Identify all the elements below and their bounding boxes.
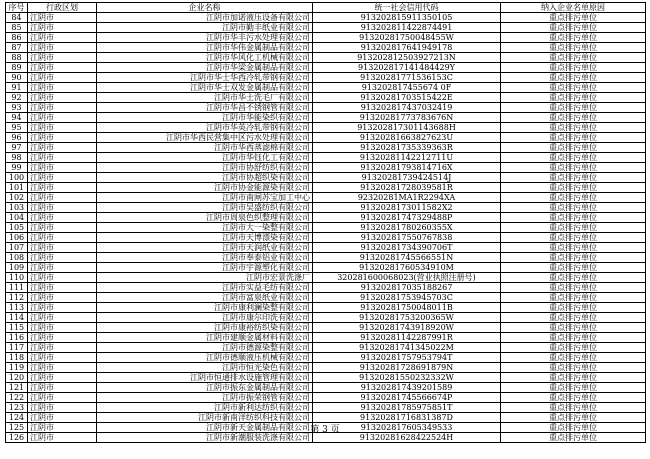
row-region: 江阴市 [28,83,97,93]
row-company-name: 江阴市华伟金属制品有限公司 [97,43,313,53]
row-company-name: 江阴市周泉色织整理有限公司 [97,213,313,223]
row-company-name: 江阴市新南洋纺织科技有限公司 [97,413,313,423]
table-row [6,413,646,423]
row-credit-code: 913202811422874491 [313,23,501,33]
row-credit-code: 91320281750048011B [313,303,501,313]
row-company-name: 江阴市大一染整有限公司 [97,223,313,233]
row-region: 江阴市 [28,133,97,143]
row-region: 江阴市 [28,363,97,373]
row-region: 江阴市 [28,143,97,153]
table-row [6,213,646,223]
row-credit-code: 92320281MA1R2294XA [313,193,501,203]
row-seq: 123 [6,403,28,413]
row-company-name: 江阴市加诺液压设备有限公司 [97,13,313,23]
table-row [6,13,646,23]
row-seq: 95 [6,123,28,133]
row-company-name: 江阴市华钰化工有限公司 [97,153,313,163]
row-region: 江阴市 [28,53,97,63]
row-region: 江阴市 [28,103,97,113]
table-row [6,343,646,353]
row-credit-code: 91320281716831387D [313,413,501,423]
row-reason: 重点排污单位 [501,233,646,243]
table-row [6,83,646,93]
row-seq: 119 [6,363,28,373]
row-reason: 重点排污单位 [501,243,646,253]
row-seq: 120 [6,373,28,383]
table-body [6,13,646,443]
row-region: 江阴市 [28,393,97,403]
row-region: 江阴市 [28,213,97,223]
row-seq: 90 [6,73,28,83]
row-region: 江阴市 [28,433,97,443]
row-reason: 重点排污单位 [501,333,646,343]
row-company-name: 江阴市德顺液压机械有限公司 [97,353,313,363]
row-company-name: 江阴市宇源塑化有限公司 [97,263,313,273]
row-region: 江阴市 [28,243,97,253]
row-credit-code: 913202817473294​88P [313,213,501,223]
row-region: 江阴市 [28,113,97,123]
row-seq: 87 [6,43,28,53]
table-row [6,283,646,293]
row-credit-code: 91320281734390706T [313,243,501,253]
table-row [6,313,646,323]
row-credit-code: 91320281735339363R [313,143,501,153]
row-credit-code: 91320281773783676N [313,113,501,123]
row-reason: 重点排污单位 [501,193,646,203]
row-credit-code: 913202817280395​81R [313,183,501,193]
row-company-name: 江阴市勤丰纸业有限公司 [97,23,313,33]
row-seq: 114 [6,313,28,323]
row-region: 江阴市 [28,123,97,133]
row-company-name: 江阴市恒通排水设施管理有限公司 [97,373,313,383]
table-row [6,43,646,53]
row-credit-code: 91320281757953794T [313,353,501,363]
row-region: 江阴市 [28,263,97,273]
row-seq: 91 [6,83,28,93]
table-row [6,53,646,63]
table-row [6,253,646,263]
row-reason: 重点排污单位 [501,273,646,283]
row-reason: 重点排污单位 [501,413,646,423]
row-reason: 重点排污单位 [501,33,646,43]
row-company-name: 江阴市新天金属制品有限公司 [97,423,313,433]
row-credit-code: 91320281793814716X [313,163,501,173]
row-company-name: 江阴市振东金属制品有限公司 [97,383,313,393]
row-company-name: 江阴市协超织染有限公司 [97,173,313,183]
row-company-name: 江阴市新利达纺织有限公司 [97,403,313,413]
row-reason: 重点排污单位 [501,73,646,83]
row-seq: 103 [6,203,28,213]
row-reason: 重点排污单位 [501,383,646,393]
row-credit-code: 91320281753945703C [313,293,501,303]
row-credit-code: 913202817439189​20W [313,323,501,333]
row-reason: 重点排污单位 [501,183,646,193]
row-reason: 重点排污单位 [501,143,646,153]
table-row [6,363,646,373]
row-seq: 104 [6,213,28,223]
row-credit-code: 91320281745566551N [313,253,501,263]
table-row [6,223,646,233]
row-company-name: 江阴市建顺金属材料有限公司 [97,333,313,343]
row-company-name: 江阴市华昌不锈钢管有限公司 [97,103,313,113]
row-region: 江阴市 [28,403,97,413]
row-reason: 重点排污单位 [501,403,646,413]
table-row [6,63,646,73]
row-seq: 101 [6,183,28,193]
row-credit-code: 91320281142212711U [313,153,501,163]
table-row [6,323,646,333]
row-credit-code: 91320281785975851T [313,403,501,413]
row-reason: 重点排污单位 [501,423,646,433]
row-company-name: 江阴市华丰污水处理有限公司 [97,33,313,43]
row-seq: 116 [6,333,28,343]
row-region: 江阴市 [28,203,97,213]
row-seq: 115 [6,323,28,333]
row-credit-code: 91320281780260355X [313,223,501,233]
row-company-name: 江阴市吴盛纺织有限公司 [97,203,313,213]
row-company-name: 江阴市华西民营集中区污水处理有限公司 [97,133,313,143]
row-region: 江阴市 [28,153,97,163]
row-region: 江阴市 [28,13,97,23]
table-row [6,113,646,123]
row-credit-code: 913202817455674 0F [313,83,501,93]
row-reason: 重点排污单位 [501,163,646,173]
row-seq: 93 [6,103,28,113]
row-region: 江阴市 [28,63,97,73]
row-seq: 89 [6,63,28,73]
header-region: 行政区划 [28,3,97,13]
row-credit-code: 913202811422879​91R [313,333,501,343]
row-reason: 重点排污单位 [501,303,646,313]
table-row [6,173,646,183]
row-credit-code: 91320281550232332W [313,373,501,383]
row-seq: 121 [6,383,28,393]
row-reason: 重点排污单位 [501,23,646,33]
table-row [6,373,646,383]
row-region: 江阴市 [28,283,97,293]
row-reason: 重点排污单位 [501,173,646,183]
row-company-name: 江阴市华梁金属制品有限公司 [97,63,313,73]
row-reason: 重点排污单位 [501,153,646,163]
row-credit-code: 913202817141484429Y [313,63,501,73]
row-seq: 124 [6,413,28,423]
row-reason: 重点排污单位 [501,213,646,223]
row-company-name: 江阴市华能染织有限公司 [97,113,313,123]
row-reason: 重点排污单位 [501,203,646,213]
row-seq: 110 [6,273,28,283]
row-seq: 112 [6,293,28,303]
row-company-name: 江阴市振荣钢管有限公司 [97,393,313,403]
table-row [6,333,646,343]
row-region: 江阴市 [28,343,97,353]
row-seq: 100 [6,173,28,183]
row-reason: 重点排污单位 [501,13,646,23]
row-region: 江阴市 [28,333,97,343]
row-seq: 109 [6,263,28,273]
header-row [6,3,646,13]
table-row [6,153,646,163]
row-credit-code: 913202817437032419 [313,103,501,113]
row-reason: 重点排污单位 [501,83,646,93]
row-seq: 117 [6,343,28,353]
table-row [6,93,646,103]
row-company-name: 江阴市华士洗毛厂有限公司 [97,93,313,103]
row-credit-code: 913202817550767838 [313,233,501,243]
table-row [6,293,646,303]
row-seq: 99 [6,163,28,173]
row-seq: 94 [6,113,28,123]
row-reason: 重点排污单位 [501,63,646,73]
header-reason: 纳入企业名单原因 [501,3,646,13]
row-seq: 92 [6,93,28,103]
row-company-name: 江阴市华风化工机械有限公司 [97,53,313,63]
table-row [6,243,646,253]
row-credit-code: 320281600068023(营业执照注册号) [313,273,501,283]
table-row [6,103,646,113]
enterprise-table [5,2,646,443]
row-reason: 重点排污单位 [501,353,646,363]
row-region: 江阴市 [28,233,97,243]
row-company-name: 江阴市华西蒸滤棉有限公司 [97,143,313,153]
row-reason: 重点排污单位 [501,123,646,133]
table-row [6,263,646,273]
table-row [6,403,646,413]
table-row [6,353,646,363]
row-region: 江阴市 [28,193,97,203]
row-reason: 重点排污单位 [501,293,646,303]
table-header [6,3,646,13]
row-company-name: 江阴市德源染整有限公司 [97,343,313,353]
row-credit-code: 91320281771536153C [313,73,501,83]
row-company-name: 江阴市实益毛纺有限公司 [97,283,313,293]
table-row [6,133,646,143]
row-seq: 118 [6,353,28,363]
row-seq: 106 [6,233,28,243]
row-reason: 重点排污单位 [501,343,646,353]
row-seq: 102 [6,193,28,203]
row-credit-code: 913202815911350105 [313,13,501,23]
row-reason: 重点排污单位 [501,373,646,383]
header-seq: 序号 [6,3,28,13]
table-row [6,393,646,403]
row-reason: 重点排污单位 [501,223,646,233]
row-credit-code: 91320281628422524H [313,433,501,443]
row-company-name: 江阴市宏景洗涤厂 [97,273,313,283]
table-row [6,273,646,283]
row-seq: 105 [6,223,28,233]
row-reason: 重点排污单位 [501,43,646,53]
table-row [6,73,646,83]
row-seq: 85 [6,23,28,33]
row-company-name: 江阴市天润纸业有限公司 [97,243,313,253]
row-credit-code: 91320281745566674P [313,393,501,403]
row-seq: 108 [6,253,28,263]
row-seq: 98 [6,153,28,163]
row-reason: 重点排污单位 [501,323,646,333]
row-reason: 重点排污单位 [501,53,646,63]
row-region: 江阴市 [28,293,97,303]
row-credit-code: 91320281760534910M [313,263,501,273]
row-region: 江阴市 [28,383,97,393]
row-region: 江阴市 [28,323,97,333]
row-reason: 重点排污单位 [501,103,646,113]
row-region: 江阴市 [28,23,97,33]
row-reason: 重点排污单位 [501,283,646,293]
row-region: 江阴市 [28,163,97,173]
row-seq: 84 [6,13,28,23]
row-company-name: 江阴市富泉纸业有限公司 [97,293,313,303]
table-row [6,23,646,33]
row-region: 江阴市 [28,273,97,283]
table-row [6,203,646,213]
row-seq: 107 [6,243,28,253]
row-region: 江阴市 [28,303,97,313]
row-region: 江阴市 [28,373,97,383]
row-reason: 重点排污单位 [501,133,646,143]
row-seq: 96 [6,133,28,143]
row-credit-code: 913202812503927213N [313,53,501,63]
row-reason: 重点排污单位 [501,113,646,123]
row-credit-code: 91320281739424514J [313,173,501,183]
table-row [6,123,646,133]
row-seq: 126 [6,433,28,443]
row-credit-code: 913202817301143688H [313,123,501,133]
row-seq: 97 [6,143,28,153]
row-region: 江阴市 [28,73,97,83]
table-row [6,193,646,203]
row-seq: 111 [6,283,28,293]
row-reason: 重点排污单位 [501,393,646,403]
row-credit-code: 91320281663827623U [313,133,501,143]
row-region: 江阴市 [28,423,97,433]
row-company-name: 江阴市协舒纺织有限公司 [97,163,313,173]
table-row [6,183,646,193]
page-number: 第 3 页 [310,425,340,435]
header-credit-code: 统一社会信用代码 [313,3,501,13]
row-region: 江阴市 [28,93,97,103]
row-company-name: 江阴市康尔印洗有限公司 [97,313,313,323]
row-reason: 重点排污单位 [501,363,646,373]
row-credit-code: 913202817605349533 [313,423,501,433]
row-region: 江阴市 [28,183,97,193]
row-seq: 113 [6,303,28,313]
row-company-name: 江阴市华士双发金属制品有限公司 [97,83,313,93]
row-seq: 88 [6,53,28,63]
row-credit-code: 913202817439201589 [313,383,501,393]
row-region: 江阴市 [28,413,97,423]
row-region: 江阴市 [28,313,97,323]
row-credit-code: 91320281703518​8267 [313,283,501,293]
row-region: 江阴市 [28,173,97,183]
row-credit-code: 91320281750048455W [313,33,501,43]
table-row [6,233,646,243]
row-company-name: 江阴市华士华西冷轧带钢有限公司 [97,73,313,83]
row-company-name: 江阴市协金能源染有限公司 [97,183,313,193]
row-reason: 重点排污单位 [501,433,646,443]
table-row [6,33,646,43]
row-company-name: 江阴市南闸苏宝加工中心 [97,193,313,203]
row-company-name: 江阴市新潮服装洗涤有限公司 [97,433,313,443]
row-region: 江阴市 [28,353,97,363]
row-credit-code: 91320281703515422E [313,93,501,103]
row-credit-code: 91320281730115​82X2 [313,203,501,213]
table-row [6,383,646,393]
row-reason: 重点排污单位 [501,313,646,323]
row-seq: 86 [6,33,28,43]
row-reason: 重点排污单位 [501,93,646,103]
row-seq: 122 [6,393,28,403]
row-company-name: 江阴市华英冷轧带钢有限公司 [97,123,313,133]
row-seq: 125 [6,423,28,433]
row-company-name: 江阴市天博漂染有限公司 [97,233,313,243]
row-region: 江阴市 [28,253,97,263]
row-region: 江阴市 [28,43,97,53]
row-credit-code: 91320281753200365W [313,313,501,323]
row-company-name: 江阴市恒光染色有限公司 [97,363,313,373]
row-credit-code: 913202817641949178 [313,43,501,53]
row-region: 江阴市 [28,33,97,43]
table-row [6,163,646,173]
row-company-name: 江阴市康裕纺织染有限公司 [97,323,313,333]
row-company-name: 江阴市康利澜染整有限公司 [97,303,313,313]
row-company-name: 江阴市奉泰铝业有限公司 [97,253,313,263]
table-row [6,143,646,153]
row-credit-code: 91320281728691879N [313,363,501,373]
header-company-name: 企业名称 [97,3,313,13]
table-row [6,303,646,313]
row-credit-code: 91320281741345022M [313,343,501,353]
row-reason: 重点排污单位 [501,253,646,263]
row-reason: 重点排污单位 [501,263,646,273]
row-region: 江阴市 [28,223,97,233]
